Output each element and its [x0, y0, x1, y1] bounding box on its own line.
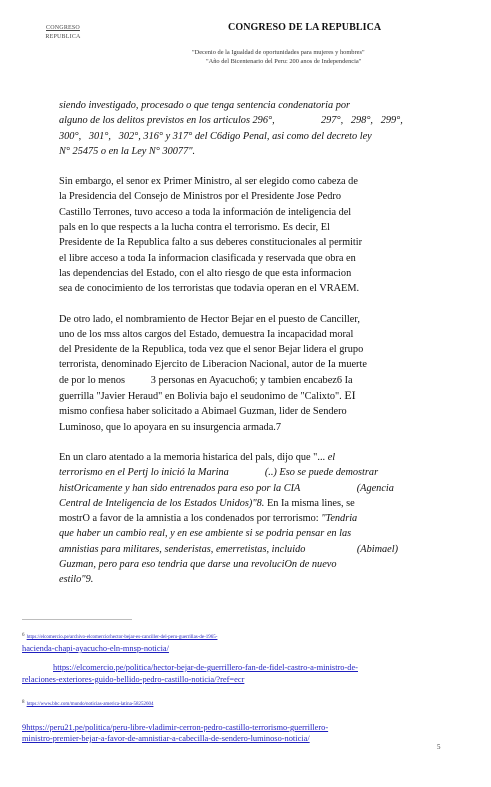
- text-line: la Presidencia del Consejo de Ministros por el Presidente Jose Pedro: [59, 191, 341, 203]
- text-line: [59, 511, 447, 526]
- text-line: De otro lado, el nombramiento de Hector Bejar en el puesto de Canciller,: [59, 313, 360, 325]
- text-segment: guerrilla "Javier Heraud" en Bolivia bajo el seudonimo de "Calixto".: [59, 391, 342, 403]
- congress-logo: [38, 24, 88, 42]
- footnote-6-link-cont[interactable]: hacienda-chapi-ayacucho-eln-mnsp-noticia/: [22, 644, 169, 653]
- text-segment: EI: [344, 388, 356, 403]
- logo-line2: REPUBLICA: [45, 34, 81, 40]
- text-line: Sin embargo, el senor ex Primer Ministro, al ser elegido como cabeza de: [59, 176, 358, 188]
- text-line: Castillo Terrones, tuvo acceso a toda la información de inteligencia del: [59, 206, 352, 218]
- text-line: [59, 496, 447, 511]
- text-line: Presidente de Ia Republica falto a sus deberes constitucionales al permitir: [59, 237, 363, 249]
- decree-line1: "Decenio de la Igualdad de oportunidades para mujeres y hombres": [192, 49, 365, 56]
- footnote-7: [53, 662, 445, 673]
- footnote-7-link-cont[interactable]: relaciones-exteriores-guido-bellido-pedro-castillo-noticia/?ref=ecr: [22, 675, 245, 684]
- footnote-8-link[interactable]: https://www.bbc.com/mundo/noticias-america-latina-58252604: [26, 702, 154, 707]
- text-line: Guzman, pero para eso tendria que darse una revoluciOn de nuevo: [59, 559, 337, 571]
- document-header-title: CONGRESO DE LA REPUBLICA: [228, 22, 382, 33]
- footnote-7-cont: [22, 674, 442, 685]
- text-line: [59, 388, 447, 404]
- footnote-9-link[interactable]: 9https://peru21.pe/politica/peru-libre-vladimir-cerron-pedro-castillo-terrorismo-guerrillero-: [22, 723, 329, 732]
- text-line: histOricamente y han sido entrenados para eso por la CIA (Agencia: [59, 482, 394, 494]
- footnote-6: [22, 630, 442, 654]
- footnote-9-link-cont[interactable]: ministro-premier-bejar-a-favor-de-amnistiar-a-cabecilla-de-sendero-luminoso-noticia/: [22, 734, 310, 743]
- footnote-7-link[interactable]: https://elcomercio.pe/politica/hector-bejar-de-guerrillero-fan-de-fidel-castro-a-ministro-de-: [53, 663, 358, 672]
- page-number: 5: [437, 743, 441, 751]
- text-line: mismo confiesa haber solicitado a Abimael Guzman, lider de Sendero: [59, 406, 347, 418]
- footnote-6-link[interactable]: https://elcomercio.pe/archivo-elcomercio/hector-bejar-es-canciller-del-peru-guerrillas-de-1965-: [26, 635, 218, 640]
- paragraph-legal-reference: [59, 98, 447, 159]
- text-line: el libre acceso a toda Ia informacion clasificada y reservada que obra en: [59, 252, 356, 264]
- text-segment: En Ia misma lines, se: [264, 497, 355, 509]
- text-line: alguno de los delitos previstos en los articulos 296°, 297°, 298°, 299°,: [59, 115, 403, 127]
- text-line: de por lo menos 3 personas en Ayacucho6; y tambien encabez6 Ia: [59, 374, 353, 386]
- text-segment: "Tendria: [321, 513, 358, 525]
- footnote-divider: [22, 619, 132, 620]
- text-segment: el: [327, 451, 336, 463]
- text-line: amnistias para militares, senderistas, emerretistas, incluido (Abimael): [59, 543, 399, 555]
- paragraph-canciller: [59, 312, 447, 435]
- footnote-6-line1: [22, 630, 442, 643]
- text-line: pals en lo que respects a la lucha contra el terrorismo. Es decir, El: [59, 222, 330, 234]
- paragraph-historical-memory: [59, 450, 447, 588]
- text-line: N° 25475 o en la Ley N° 30077".: [59, 145, 196, 157]
- text-line: las dependencias del Estado, con el alto riesgo de que esta informacion: [59, 267, 352, 279]
- text-line: siendo investigado, procesado o que tenga sentencia condenatoria por: [59, 100, 351, 111]
- footnote-number: 8: [22, 700, 25, 705]
- footnote-number: 6: [22, 633, 25, 638]
- text-line: sea de conocimiento de los terroristas que todavia operan en el VRAEM.: [59, 283, 360, 295]
- text-segment: Central de Inteligencia de los Estados Unidos)"8.: [59, 497, 265, 509]
- text-segment: En un claro atentado a la memoria histarica del pals, dijo que "...: [59, 451, 328, 463]
- text-line: 300°, 301°, 302°, 316° y 317° del C6digo Penal, asi como del decreto ley: [59, 130, 372, 142]
- decree-line2: "Año del Bicentenario del Peru: 200 anos de Independencia": [206, 58, 362, 65]
- text-line: [59, 450, 447, 465]
- document-body: [59, 98, 447, 603]
- footnote-8: [22, 697, 442, 710]
- text-line: uno de los mss altos cargos del Estado, demuestra Ia incapacidad moral: [59, 328, 354, 340]
- text-line: estilo"9.: [59, 574, 94, 586]
- footnote-9: [22, 722, 442, 744]
- text-segment: mostrO a favor de la amnistia a los condenados por terrorismo:: [59, 513, 322, 525]
- text-line: del Presidente de la Republica, toda vez que el senor Bejar lidera el grupo: [59, 344, 364, 356]
- paragraph-prime-minister: [59, 174, 447, 296]
- text-line: terrorismo en el Pertj lo inició la Marina (..) Eso se puede demostrar: [59, 467, 379, 479]
- logo-line1: CONGRESO: [46, 25, 80, 31]
- text-line: que haber un cambio real, y en ese ambiente si se podria pensar en las: [59, 528, 352, 540]
- text-line: Luminoso, que lo apoyara en su insurgencia armada.7: [59, 421, 281, 433]
- text-line: terrorista, denominado Ejercito de Liberacion Nacional, autor de Ia muerte: [59, 359, 367, 371]
- decree-header: [192, 48, 365, 66]
